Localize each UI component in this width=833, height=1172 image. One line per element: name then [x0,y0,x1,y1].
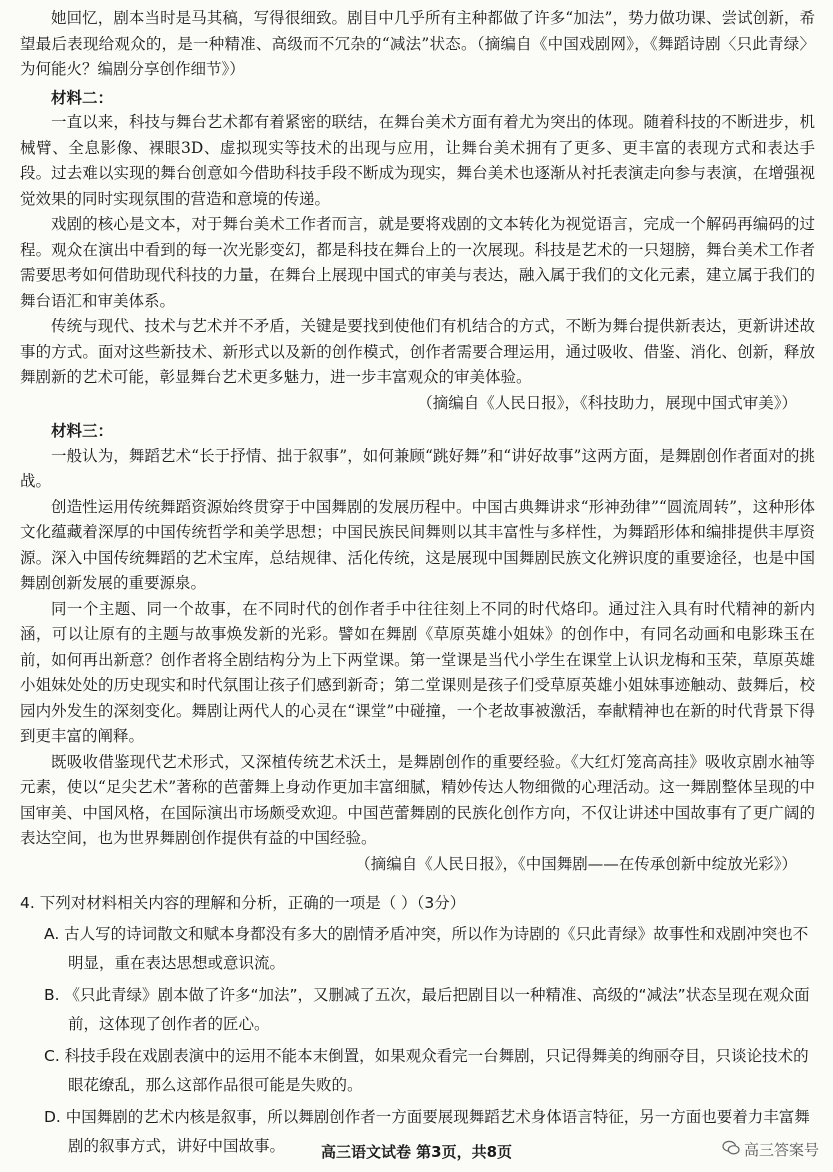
watermark-text: 高三答案号 [743,1141,819,1159]
material3-source: （摘编自《人民日报》，《中国舞剧——在传承创新中绽放光彩》） [355,854,797,873]
material3-heading: 材料三： [51,421,114,440]
material3-paragraph: 一般认为，舞蹈艺术“长于抒情、拙于叙事”，如何兼顾“跳好舞”和“讲好故事”这两方面，是舞剧创作者面对的挑战。 [20,446,815,490]
material2-paragraph: 一直以来，科技与舞台艺术都有着紧密的联结，在舞台美术方面有着尤为突出的体现。随着科技的不断进步，机械臂、全息影像、裸眼3D、虚拟现实等技术的出现与应用，让舞台美术拥有了更多、更丰富的表现方式和表达手段。过去难以实现的舞台创意如今借助科技手段不断成为现实，舞台美术也逐渐从衬托表演走向参与表演，在增强视觉效果的同时实现氛围的营造和意境的传递。 [20,113,815,208]
material2-paragraph: 传统与现代、技术与艺术并不矛盾，关键是要找到使他们有机结合的方式，不断为舞台提供新表达，更新讲述故事的方式。面对这些新技术、新形式以及新的创作模式，创作者需要合理运用，通过吸收、借鉴、消化、创新，释放舞剧新的艺术可能，彰显舞台艺术更多魅力，进一步丰富观众的审美体验。 [20,317,815,386]
material2-paragraph: 戏剧的核心是文本，对于舞台美术工作者而言，就是要将戏剧的文本转化为视觉语言，完成一个解码再编码的过程。观众在演出中看到的每一次光影变幻，都是科技在舞台上的一次展现。科技是艺术的一只翅膀，舞台美术工作者需要思考如何借助现代科技的力量，在舞台上展现中国式的审美与表达，融入属于我们的文化元素，建立属于我们的舞台语汇和审美体系。 [20,215,815,310]
material3-paragraph: 同一个主题、同一个故事，在不同时代的创作者手中往往刻上不同的时代烙印。通过注入具有时代精神的新内涵，可以让原有的主题与故事焕发新的光彩。譬如在舞剧《草原英雄小姐妹》的创作中，有同名动画和电影珠玉在前，如何再出新意？创作者将全剧结构分为上下两堂课。第一堂课是当代小学生在课堂上认识龙梅和玉荣，草原英雄小姐妹处处的历史现实和时代氛围让孩子们感到新奇；第二堂课则是孩子们受草原英雄小姐妹事迹触动、鼓舞后，校园内外发生的深刻变化。舞剧让两代人的心灵在“课堂”中碰撞，一个老故事被激活，奉献精神也在新的时代背景下得到更丰富的阐释。 [20,599,815,745]
option-b[interactable]: B. 《只此青绿》剧本做了许多“加法”，又删减了五次，最后把剧目以一种精准、高级的“减法”状态呈现在观众面前，这体现了创作者的匠心。 [44,986,810,1033]
option-d[interactable]: D. 中国舞剧的艺术内核是叙事，所以舞剧创作者一方面要展现舞蹈艺术身体语言特征，另一方面也要着力丰富舞剧的叙事方式，讲好中国故事。 [44,1108,810,1155]
material2-heading: 材料二： [51,87,114,107]
option-a[interactable]: A. 古人写的诗词散文和赋本身都没有多大的剧情矛盾冲突，所以作为诗剧的《只此青绿》故事性和戏剧冲突也不明显，重在表达思想或意识流。 [44,925,809,972]
material2-source: （摘编自《人民日报》，《科技助力，展现中国式审美》） [417,393,797,412]
material2-intro: 她回忆，剧本当时是马其稿，写得很细致。剧目中几乎所有主种都做了许多“加法”，势力做功课、尝试创新，希望最后表现给观众的，是一种精准、高级而不冗杂的“减法”状态。（摘编自《中国戏剧网》，《舞蹈诗剧〈只此青绿〉为何能火？编剧分享创作细节》） [20,9,815,78]
material3-paragraph: 既吸收借鉴现代艺术形式，又深植传统艺术沃土，是舞剧创作的重要经验。《大红灯笼高高挂》吸收京剧水袖等元素，使以“足尖艺术”著称的芭蕾舞上身动作更加丰富细腻，精妙传达人物细微的心理活动。这一舞剧整体呈现的中国审美、中国风格，在国际演出市场颇受欢迎。中国芭蕾舞剧的民族化创作方向，不仅让讲述中国故事有了更广阔的表达空间，也为世界舞剧创作提供有益的中国经验。 [20,752,815,847]
material3-paragraph: 创造性运用传统舞蹈资源始终贯穿于中国舞剧的发展历程中。中国古典舞讲求“形神劲律”“圆流周转”，这种形体文化蕴藏着深厚的中国传统哲学和美学思想；中国民族民间舞则以其丰富性与多样性，为舞蹈形体和编排提供丰厚资源。深入中国传统舞蹈的艺术宝库，总结规律、活化传统，这是展现中国舞剧民族文化辨识度的重要途径，也是中国舞剧创新发展的重要源泉。 [20,497,815,592]
wechat-icon [722,1140,740,1160]
watermark [722,1139,819,1160]
question-stem: 4. 下列对材料相关内容的理解和分析，正确的一项是（ ）（3分） [20,894,466,912]
option-c[interactable]: C. 科技手段在戏剧表演中的运用不能本末倒置，如果观众看完一台舞剧，只记得舞美的绚丽夺目，只谈论技术的眼花缭乱，那么这部作品很可能是失败的。 [44,1047,809,1094]
page-footer: 高三语文试卷 第3页，共8页 [320,1143,513,1161]
